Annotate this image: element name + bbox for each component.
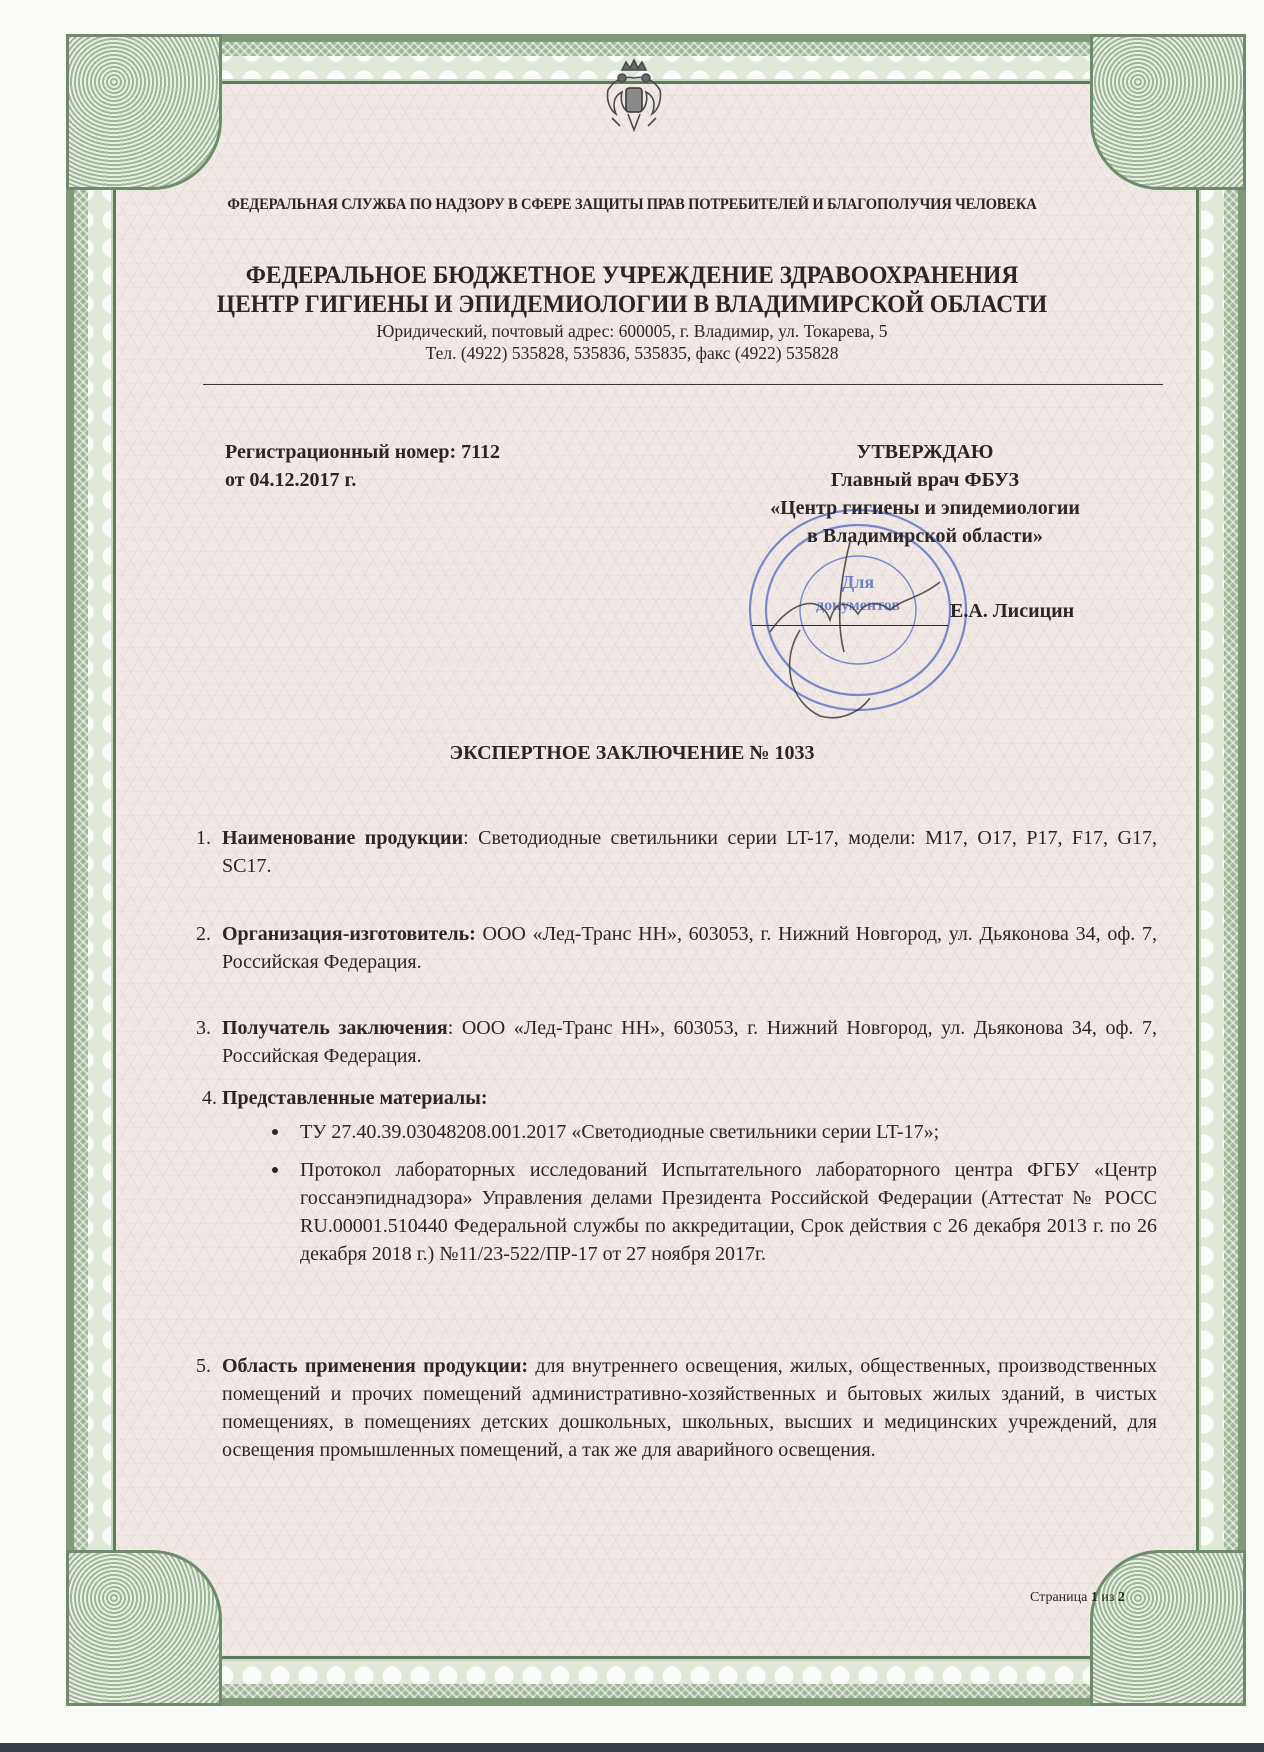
signature-line: [752, 625, 948, 626]
item-materials: 4. Представленные материалы:: [202, 1087, 488, 1109]
item-recipient: 3. Получатель заключения: ООО «Лед-Транс НН», 603053, г. Нижний Новгород, ул. Дьяконова 34, оф. 7, Российская Федерация.: [196, 1017, 1157, 1067]
bullet-icon: [272, 1167, 278, 1173]
scan-edge-artifact: [0, 1743, 1264, 1752]
document-title: ЭКСПЕРТНОЕ ЗАКЛЮЧЕНИЕ № 1033: [449, 742, 815, 764]
bullet-icon: [272, 1129, 278, 1135]
item-application-scope: 5. Область применения продукции: для внутреннего освещения, жилых, общественных, производственных помещений и прочих помещений административно-хозяйственных и бытовых жилых зданий, в чистых помещениях, в помещениях детских дошкольных, школьных, высших и медицинских учреждений, для освещения промышленных помещений, а так же для аварийного освещения.: [196, 1355, 1158, 1461]
item-product-name: 1. Наименование продукции: Светодиодные светильники серии LT-17, модели: M17, O17, P17, F17, G17, SC17.: [196, 827, 1157, 877]
agency-name: ФЕДЕРАЛЬНАЯ СЛУЖБА ПО НАДЗОРУ В СФЕРЕ ЗАЩИТЫ ПРАВ ПОТРЕБИТЕЛЕЙ И БЛАГОПОЛУЧИЯ ЧЕЛОВЕКА: [227, 196, 1037, 213]
double-headed-eagle-emblem-icon: [598, 56, 670, 142]
item-text: ООО «Лед-Транс НН», 603053, г. Нижний Новгород, ул. Дьяконова 34, оф. 7, Российская Федерация.: [222, 1017, 1157, 1067]
institution-phones: Тел. (4922) 535828, 535836, 535835, факс (4922) 535828: [425, 343, 839, 363]
item-text: ООО «Лед-Транс НН», 603053, г. Нижний Новгород, ул. Дьяконова 34, оф. 7, Российская Федерация.: [222, 923, 1158, 973]
list-item: Протокол лабораторных исследований Испытательного лабораторного центра ФГБУ «Центр госсанэпиднадзора» Управления делами Президента Российской Федерации (Аттестат № РОСС RU.00001.510440 Федеральной службы по аккредитации, Срок действия с 26 декабря 2013 г. по 26 декабря 2018 г.) №11/23-522/ПР-17 от 27 ноября 2017г.: [300, 1156, 1157, 1268]
approval-organization-line1: «Центр гигиены и эпидемиологии: [770, 497, 1080, 519]
item-text: для внутреннего освещения, жилых, общественных, производственных помещений и прочих помещений административно-хозяйственных и бытовых жилых зданий, в чистых помещениях, в помещениях детских дошкольных, школьных, высших и медицинских учреждений, для освещения промышленных помещений, а так же для аварийного освещения.: [222, 1355, 1158, 1461]
svg-text:Для: Для: [841, 572, 875, 592]
page-total: 2: [1117, 1590, 1125, 1605]
institution-address: Юридический, почтовый адрес: 600005, г. Владимир, ул. Токарева, 5: [376, 321, 888, 341]
item-label: Представленные материалы:: [222, 1087, 488, 1109]
svg-text:документов: документов: [816, 597, 900, 614]
item-label: Наименование продукции: [222, 827, 464, 849]
approval-block: [720, 438, 1130, 550]
page-indicator: Страница 1 из 2: [1030, 1590, 1125, 1605]
institution-title-line2: ЦЕНТР ГИГИЕНЫ И ЭПИДЕМИОЛОГИИ В ВЛАДИМИРСКОЙ ОБЛАСТИ: [216, 291, 1048, 318]
approval-position: Главный врач ФБУЗ: [830, 469, 1020, 491]
page-current: 1: [1090, 1590, 1098, 1605]
institution-title-line1: ФЕДЕРАЛЬНОЕ БЮДЖЕТНОЕ УЧРЕЖДЕНИЕ ЗДРАВООХРАНЕНИЯ: [245, 262, 1019, 289]
registration-number: Регистрационный номер: 7112: [225, 441, 501, 463]
corner-rosette-icon: [66, 34, 222, 190]
approval-heading: УТВЕРЖДАЮ: [856, 441, 994, 463]
list-item: ТУ 27.40.39.03048208.001.2017 «Светодиодные светильники серии LT-17»;: [300, 1118, 1157, 1146]
header-divider: [203, 384, 1163, 385]
registration-block: [225, 438, 500, 494]
item-label: Организация-изготовитель:: [222, 923, 476, 945]
item-manufacturer: 2. Организация-изготовитель: ООО «Лед-Транс НН», 603053, г. Нижний Новгород, ул. Дьяконова 34, оф. 7, Российская Федерация.: [196, 923, 1158, 973]
item-label: Область применения продукции:: [222, 1355, 529, 1377]
registration-date: от 04.12.2017 г.: [225, 469, 357, 491]
item-text: Светодиодные светильники серии LT-17, модели: M17, O17, P17, F17, G17, SC17.: [222, 827, 1157, 877]
materials-list: [300, 1118, 1157, 1278]
approval-organization-line2: в Владимирской области»: [807, 525, 1043, 547]
corner-rosette-icon: [66, 1550, 222, 1706]
item-label: Получатель заключения: [222, 1017, 448, 1039]
corner-rosette-icon: [1090, 1550, 1246, 1706]
corner-rosette-icon: [1090, 34, 1246, 190]
signer-name: Е.А. Лисицин: [950, 600, 1075, 622]
